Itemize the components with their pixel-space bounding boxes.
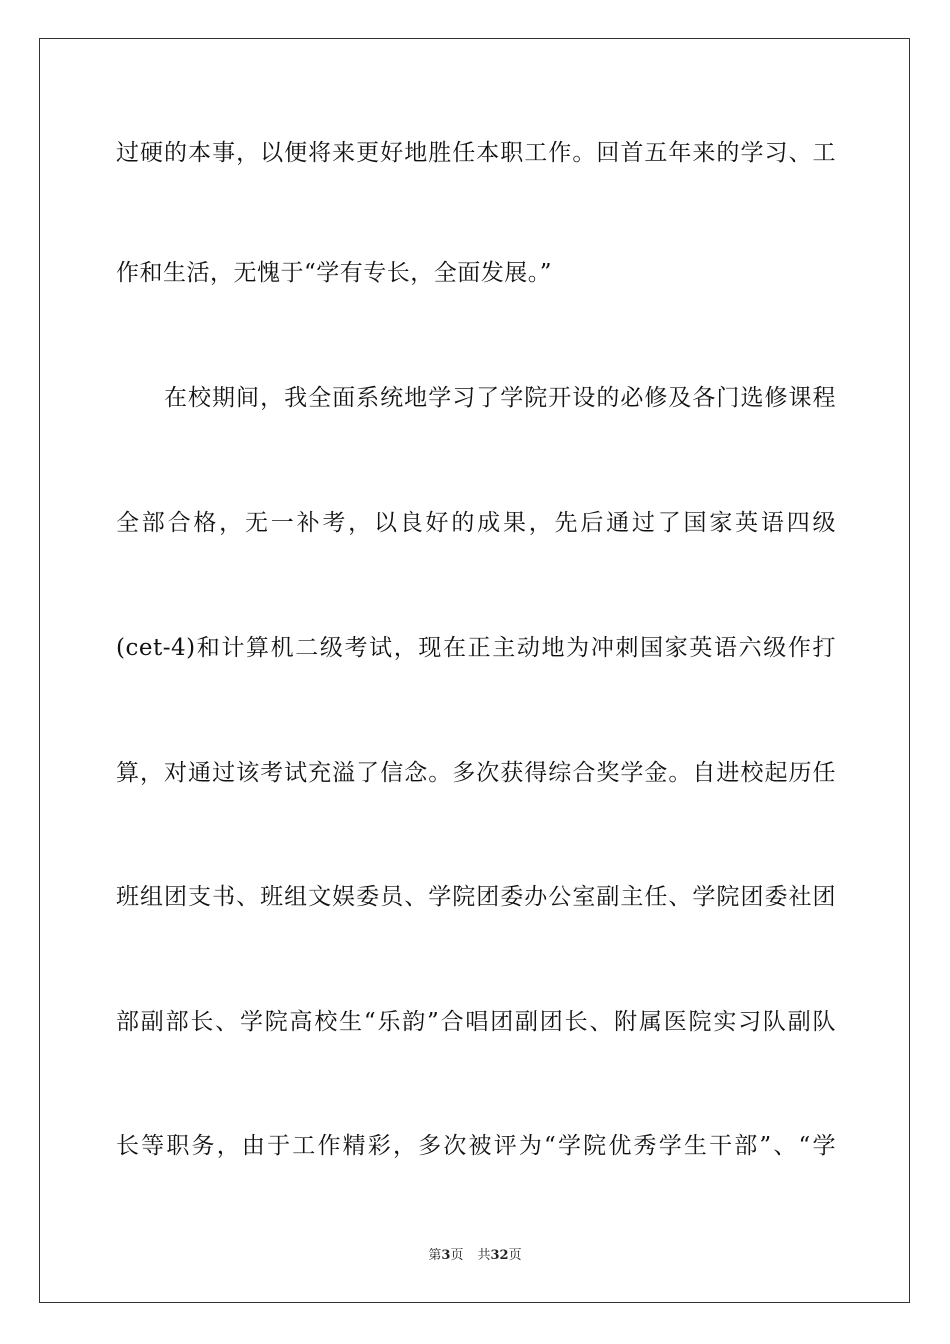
body-text-line-2: 作和生活，无愧于“学有专长，全面发展。” — [116, 260, 553, 286]
footer-total-pages: 32 — [490, 1248, 509, 1263]
page-footer — [0, 1247, 950, 1265]
footer-page-prefix: 第 — [428, 1248, 442, 1263]
body-text-line-3: 在校期间，我全面系统地学习了学院开设的必修及各门选修课程 — [164, 385, 836, 411]
body-text-line-5: (cet-4)和计算机二级考试，现在正主动地为冲刺国家英语六级作打 — [116, 635, 836, 661]
body-text-line-9: 长等职务，由于工作精彩，多次被评为“学院优秀学生干部”、“学 — [116, 1133, 836, 1159]
page-border — [39, 38, 910, 1303]
body-text-line-7: 班组团支书、班组文娱委员、学院团委办公室副主任、学院团委社团 — [116, 884, 836, 910]
footer-page-suffix: 页 — [450, 1248, 464, 1263]
footer-total-suffix: 页 — [508, 1248, 522, 1263]
footer-page-number: 3 — [441, 1248, 451, 1263]
footer-total-prefix: 共 — [477, 1248, 491, 1263]
body-text-line-4: 全部合格，无一补考，以良好的成果，先后通过了国家英语四级 — [116, 510, 836, 536]
body-text-line-8: 部副部长、学院高校生“乐韵”合唱团副团长、附属医院实习队副队 — [116, 1009, 836, 1035]
body-text-line-6: 算，对通过该考试充溢了信念。多次获得综合奖学金。自进校起历任 — [116, 760, 836, 786]
body-text-line-1: 过硬的本事，以便将来更好地胜任本职工作。回首五年来的学习、工 — [116, 140, 836, 166]
